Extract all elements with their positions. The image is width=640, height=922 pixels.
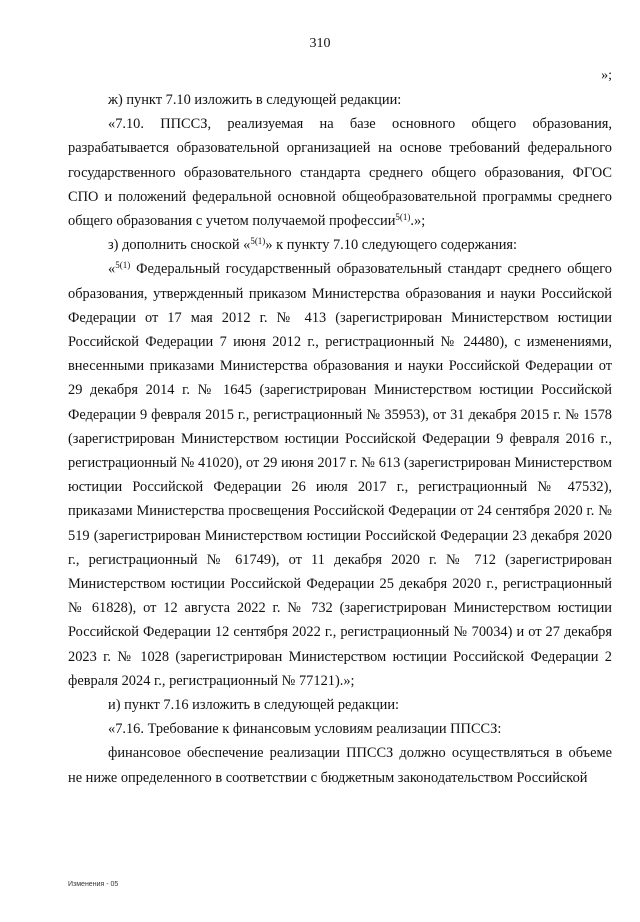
footnote-marker: 5(1) xyxy=(115,260,131,271)
amendment-z-text: з) дополнить сноской « xyxy=(108,237,251,254)
footer-revision-note: Изменения - 05 xyxy=(68,881,119,888)
paragraph-clause-7-10 xyxy=(68,112,612,233)
closing-quote-mark: »; xyxy=(601,68,612,83)
paragraph-clause-7-16: «7.16. Требование к финансовым условиям реализации ППССЗ: xyxy=(108,721,502,738)
footnote-reference: 5(1) xyxy=(250,236,266,247)
page-number: 310 xyxy=(309,36,331,51)
footnote-reference: 5(1) xyxy=(395,212,411,223)
paragraph-financial-provision: финансовое обеспечение реализации ППССЗ должно осуществляться в объеме не ниже определенного в соответствии с бюджетным законодательством Российской xyxy=(68,745,612,786)
paragraph-footnote-5-1 xyxy=(68,257,612,693)
amendment-z-end: » к пункту 7.10 следующего содержания: xyxy=(265,237,518,254)
clause-7-10-text: «7.10. ППССЗ, реализуемая на базе основного общего образования, разрабатывается образовательной организацией на основе требований федерального государственного образовательного стандарта среднего общего образования, ФГОС СПО и положений федеральной основной общеобразовательной программы среднего общего образования с учетом получаемой профессии xyxy=(68,116,612,230)
paragraph-amendment-i: и) пункт 7.16 изложить в следующей редакции: xyxy=(108,697,400,714)
paragraph-amendment-zh: ж) пункт 7.10 изложить в следующей редакции: xyxy=(108,92,402,108)
clause-7-10-end: .»; xyxy=(410,213,426,230)
paragraph-amendment-z xyxy=(68,233,612,257)
document-body xyxy=(68,88,612,790)
footnote-text: Федеральный государственный образовательный стандарт среднего общего образования, утвержденный приказом Министерства образования и науки Российской Федерации от 17 мая 2012 г. № 413 (зарегистрирован Министерством юстиции Российской Федерации 7 июня 2012 г., регистрационный № 24480), с изменениями, внесенными приказами Министерства образования и науки Российской Федерации от 29 декабря 2014 г. № 1645 (зарегистрирован Министерством юстиции Российской Федерации 9 февраля 2015 г., регистрационный № 35953), от 31 декабря 2015 г. № 1578 (зарегистрирован Министерством юстиции Российской Федерации 9 февраля 2016 г., регистрационный № 41020), от 29 июня 2017 г. № 613 (зарегистрирован Министерством юстиции Российской Федерации 26 июля 2017 г., регистрационный № 47532), приказами Министерства просвещения Российской Федерации от 24 сентября 2020 г. № 519 (зарегистрирован Министерством юстиции Российской Федерации 23 декабря 2020 г., регистрационный № 61749), от 11 декабря 2020 г. № 712 (зарегистрирован Министерством юстиции Российской Федерации 25 декабря 2020 г., регистрационный № 61828), от 12 августа 2022 г. № 732 (зарегистрирован Министерством юстиции Российской Федерации 12 сентября 2022 г., регистрационный № 70034) и от 27 декабря 2023 г. № 1028 (зарегистрирован Министерством юстиции Российской Федерации 2 февраля 2024 г., регистрационный № 77121).»; xyxy=(68,261,612,689)
footnote-open-quote: « xyxy=(108,261,116,278)
